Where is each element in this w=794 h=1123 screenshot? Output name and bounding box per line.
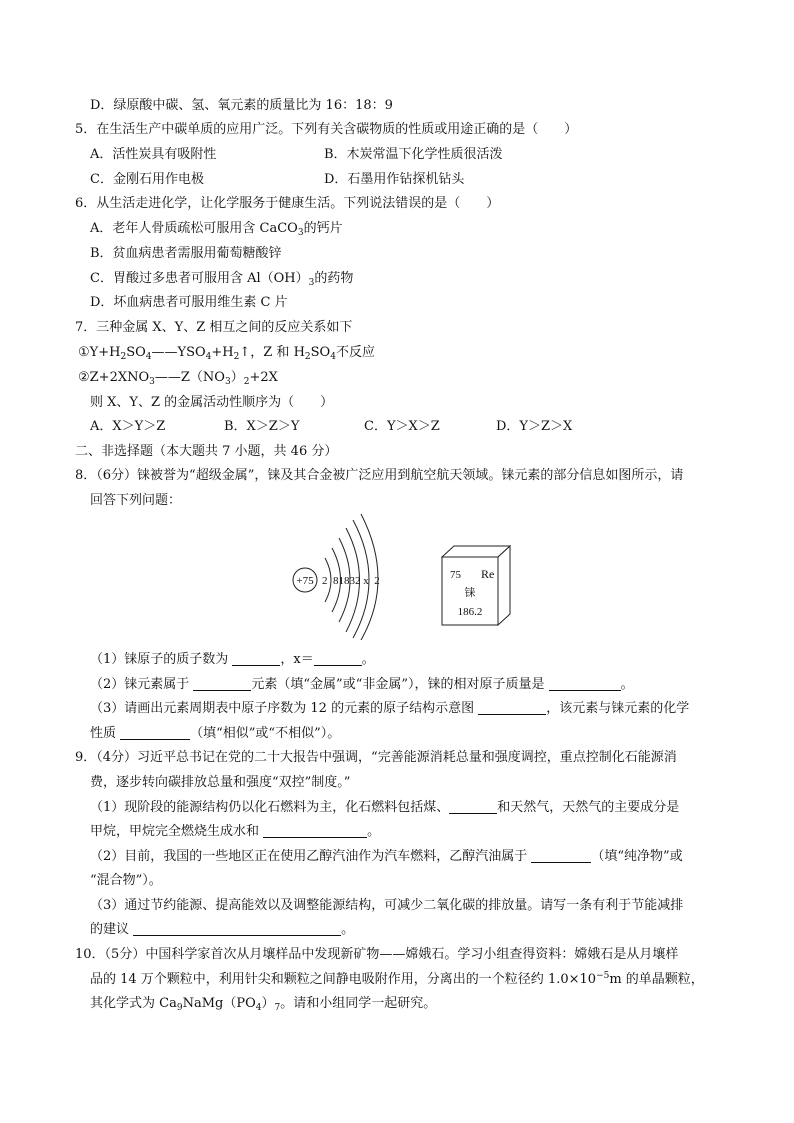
element-atomic-number: 75 bbox=[450, 569, 461, 581]
q8-blank-similarity[interactable] bbox=[120, 725, 190, 740]
q9-stem-line2: 费，逐步转向碳排放总量和强度“双控”制度。” bbox=[90, 775, 351, 790]
q9-part2-line2: “混合物”）。 bbox=[90, 873, 162, 888]
q10-stem-line1: 10．（5分）中国科学家首次从月壤样品中发现新矿物——嫦娥石。学习小组查得资料：嫦娥石是从月壤样 bbox=[75, 947, 679, 962]
q10-stem-line3: 其化学式为 $Ca_9NaMg(PO_4)_7$。请和小组同学一起研究。 bbox=[90, 996, 437, 1013]
q7-option-b: B．X＞Z＞Y bbox=[224, 419, 300, 434]
q6-option-d: D．坏血病患者可服用维生素 C 片 bbox=[90, 295, 288, 310]
q8-part1: （1）铼原子的质子数为 ，x＝ 。 bbox=[90, 652, 375, 667]
q9-part3-line2: 的建议 。 bbox=[90, 922, 355, 937]
q8-stem-line2: 回答下列问题： bbox=[90, 493, 182, 508]
q7-stem: 7．三种金属 X、Y、Z 相互之间的反应关系如下 bbox=[75, 320, 353, 335]
q7-ask: 则 X、Y、Z 的金属活动性顺序为（ ） bbox=[90, 395, 334, 410]
card-side-face bbox=[498, 546, 510, 625]
nucleus-charge: +75 bbox=[296, 575, 314, 587]
q5-stem: 5．在生活生产中碳单质的应用广泛。下列有关含碳物质的性质或用途正确的是（ ） bbox=[75, 122, 578, 137]
q9-blank-mixture[interactable] bbox=[531, 848, 591, 863]
q9-blank-fossil-fuel[interactable] bbox=[449, 799, 497, 814]
q5-option-c: C．金刚石用作电极 bbox=[90, 172, 204, 187]
element-name: 铼 bbox=[464, 587, 476, 599]
q9-part3-line1: （3）通过节约能源、提高能效以及调整能源结构，可减少二氧化碳的排放量。请写一条有利于节能减排 bbox=[90, 898, 684, 913]
q8-blank-x[interactable] bbox=[314, 651, 362, 666]
q9-part1-line2: 甲烷，甲烷完全燃烧生成水和 。 bbox=[90, 824, 381, 839]
q9-blank-combustion-product[interactable] bbox=[263, 823, 367, 838]
q7-option-c: C．Y＞X＞Z bbox=[364, 419, 440, 434]
q7-reaction-2: $②Z+2XNO_3——Z(NO_3)_2+2X$ bbox=[78, 370, 278, 387]
q8-part3-line1: （3）请画出元素周期表中原子序数为 12 的元素的原子结构示意图 ，该元素与铼元素的化学 bbox=[90, 701, 690, 716]
electron-shell-numbers: 2 81832 x 2 bbox=[322, 575, 380, 587]
q7-option-d: D．Y＞Z＞X bbox=[496, 419, 573, 434]
q6-option-b: B．贫血病患者需服用葡萄糖酸锌 bbox=[90, 246, 282, 261]
q6-option-c: C．胃酸过多患者可服用含 $Al(OH)_3$的药物 bbox=[90, 271, 354, 288]
q9-blank-suggestion[interactable] bbox=[133, 921, 341, 936]
q8-blank-protons[interactable] bbox=[232, 651, 280, 666]
q8-part2: （2）铼元素属于 元素（填“金属”或“非金属”），铼的相对原子质量是 。 bbox=[90, 677, 634, 692]
q5-option-b: B．木炭常温下化学性质很活泼 bbox=[324, 147, 503, 162]
q5-option-a: A．活性炭具有吸附性 bbox=[90, 147, 217, 162]
q9-part2-line1: （2）目前，我国的一些地区正在使用乙醇汽油作为汽车燃料，乙醇汽油属于 （填“纯净物”或 bbox=[90, 849, 683, 864]
q8-blank-element-type[interactable] bbox=[193, 676, 251, 691]
q6-option-a: A．老年人骨质疏松可服用含 CaCO$_3$的钙片 bbox=[90, 221, 343, 238]
q4-option-d: D．绿原酸中碳、氢、氧元素的质量比为 16：18：9 bbox=[90, 98, 393, 113]
element-symbol: Re bbox=[481, 567, 495, 581]
q9-part1-line1: （1）现阶段的能源结构仍以化石燃料为主，化石燃料包括煤、 和天然气，天然气的主要成分是 bbox=[90, 800, 680, 815]
section-2-heading: 二、非选择题（本大题共 7 小题，共 46 分） bbox=[75, 444, 338, 459]
q5-option-d: D．石墨用作钻探机钻头 bbox=[324, 172, 465, 187]
rhenium-atom-diagram bbox=[285, 510, 395, 640]
q7-reaction-1: $①Y+H_2SO_4——YSO_4+H_2↑$，Z 和 $H_2SO_4$不反应 bbox=[78, 345, 375, 362]
element-atomic-mass: 186.2 bbox=[457, 606, 483, 618]
q7-option-a: A．X＞Y＞Z bbox=[90, 419, 166, 434]
rhenium-element-card bbox=[440, 545, 512, 627]
q8-part3-line2: 性质 （填“相似”或“不相似”）。 bbox=[90, 726, 341, 741]
q8-blank-atomic-mass[interactable] bbox=[549, 676, 621, 691]
q8-blank-structure[interactable] bbox=[478, 700, 546, 715]
q10-stem-line2: 品的 14 万个颗粒中，利用针尖和颗粒之间静电吸附作用，分离出的一个粒径约 $1.0\times 10^{-5}m$ 的单晶颗粒， bbox=[90, 971, 704, 987]
q9-stem-line1: 9．（4分）习近平总书记在党的二十大报告中强调，“完善能源消耗总量和强度调控，重点控制化石能源消 bbox=[75, 750, 677, 765]
q6-stem: 6．从生活走进化学，让化学服务于健康生活。下列说法错误的是（ ） bbox=[75, 196, 500, 211]
q8-stem-line1: 8．（6分）铼被誉为“超级金属”，铼及其合金被广泛应用到航空航天领域。铼元素的部分信息如图所示，请 bbox=[75, 468, 684, 483]
